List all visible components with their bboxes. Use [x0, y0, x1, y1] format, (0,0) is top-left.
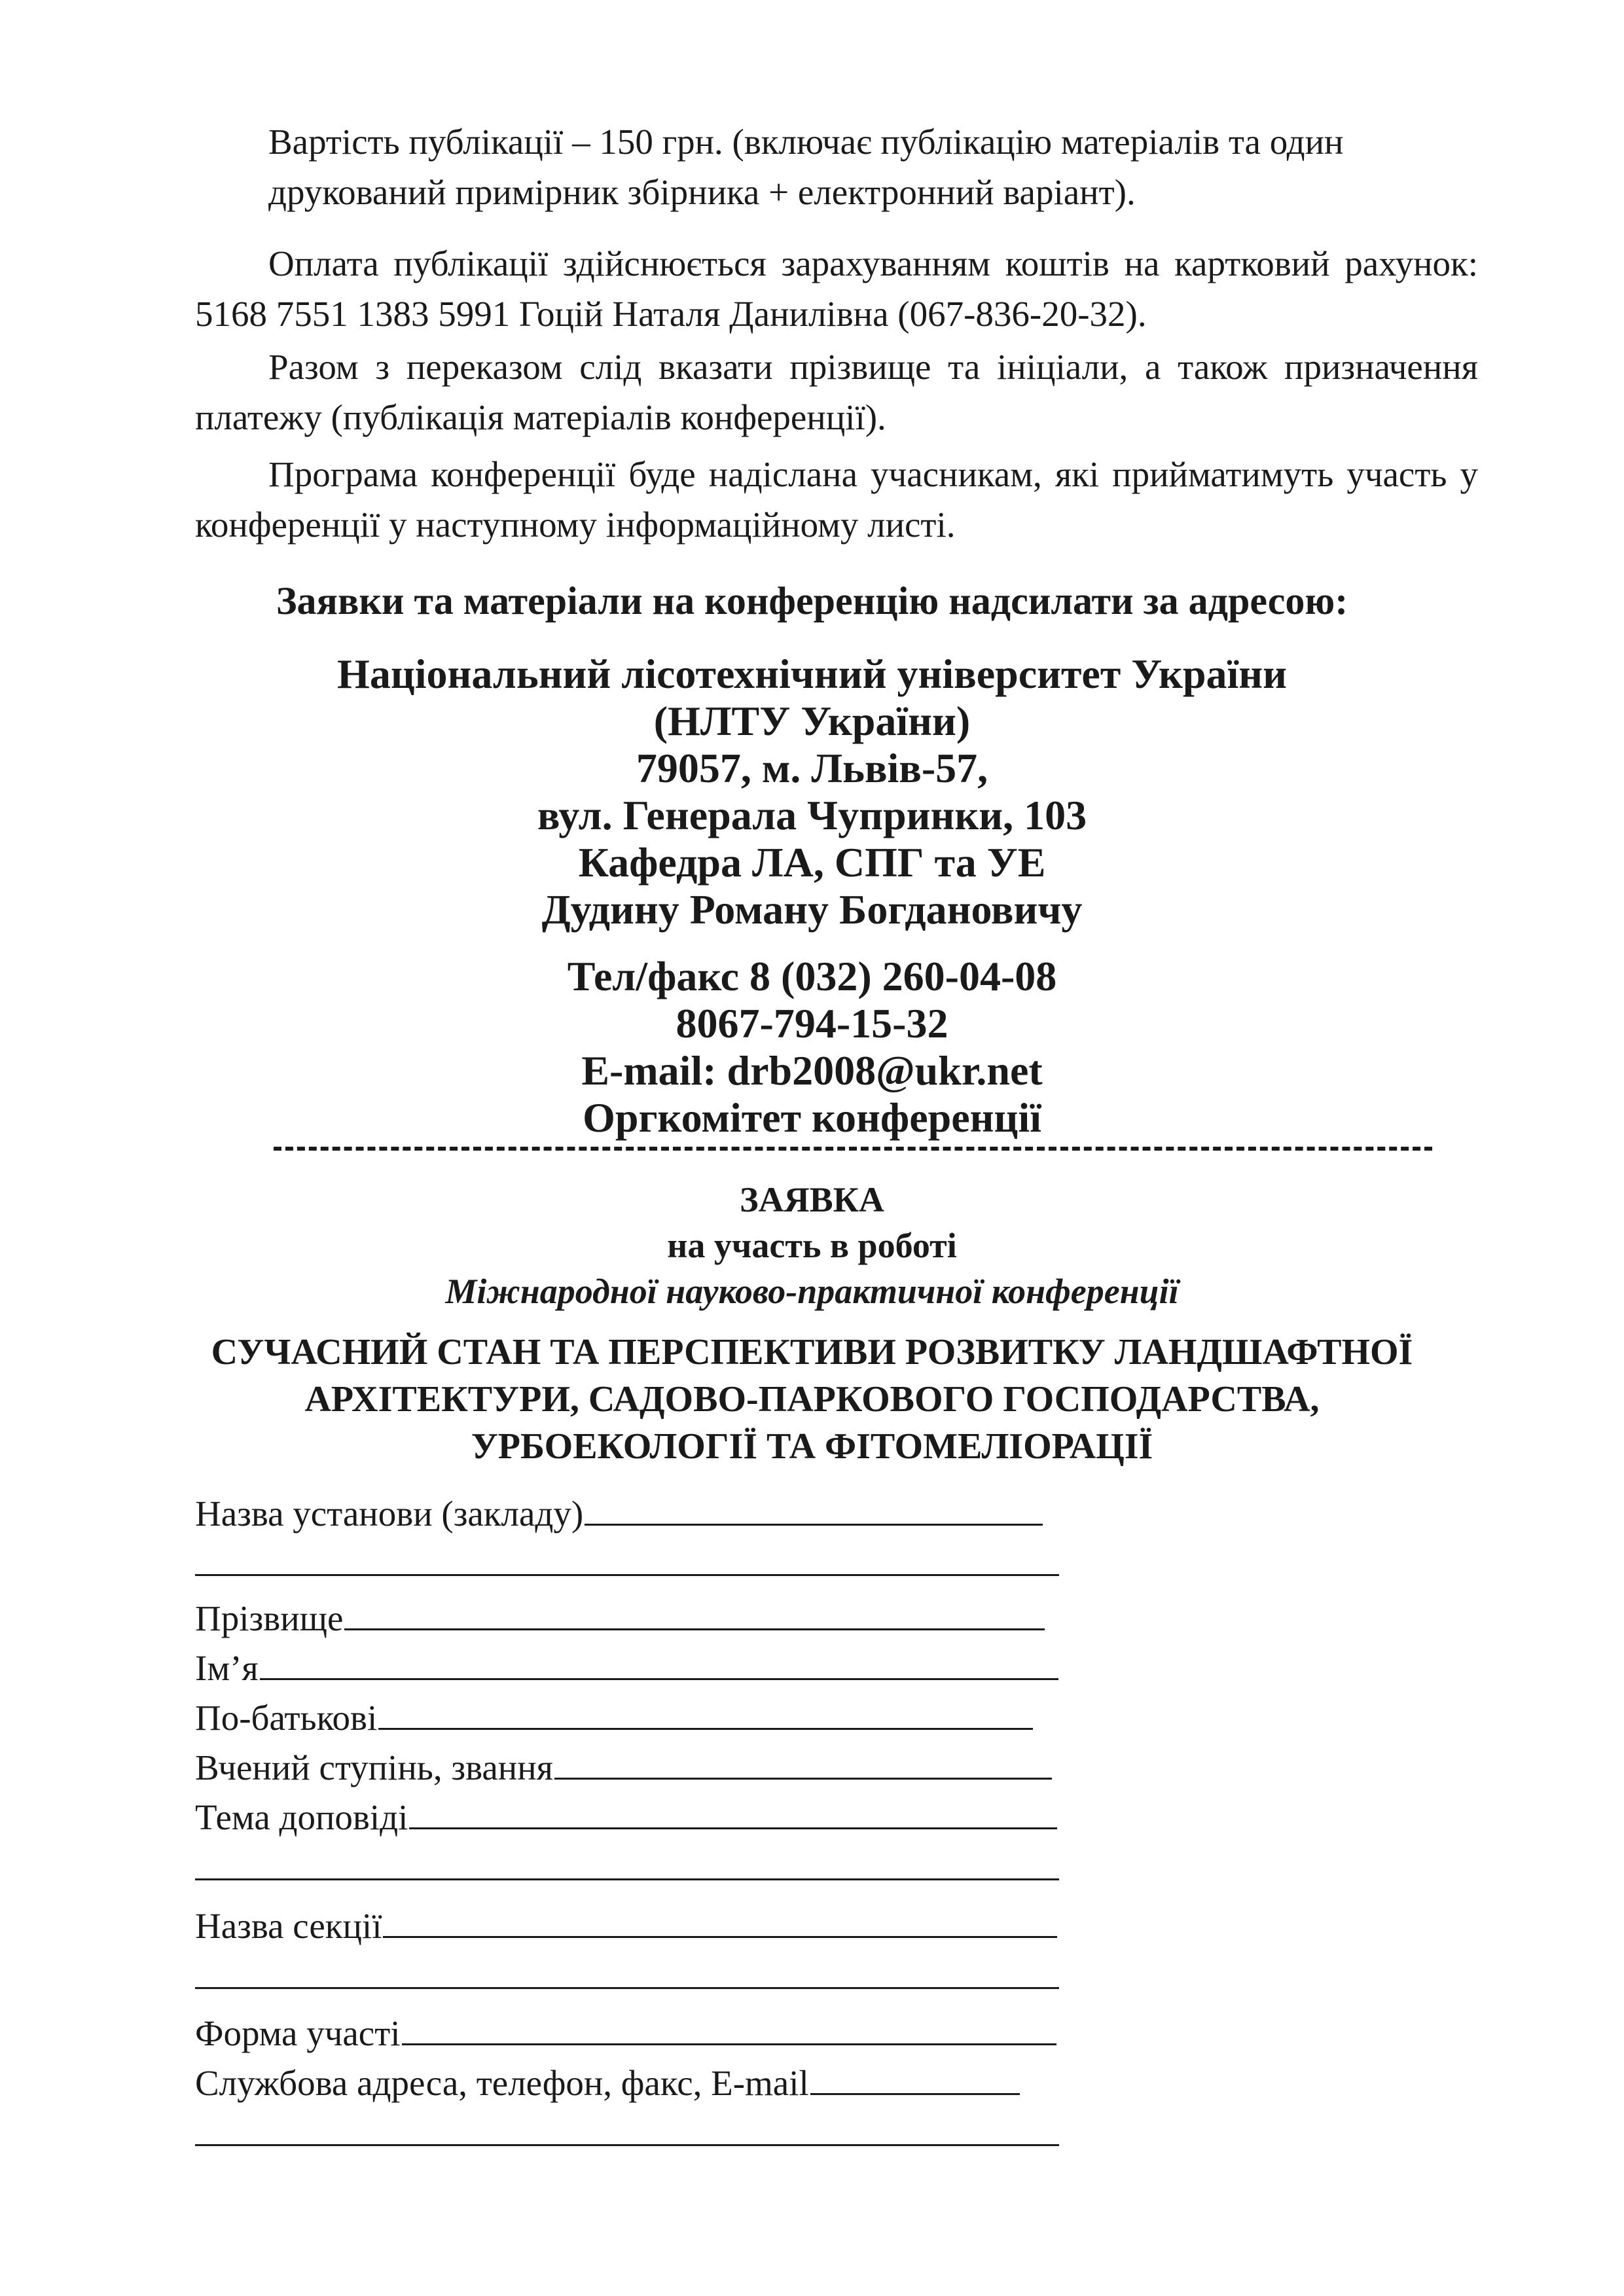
patronymic-field[interactable]	[195, 1694, 1033, 1740]
dashed-separator	[274, 1147, 1432, 1170]
recipient-name: Дудину Роману Богдановичу	[541, 886, 1083, 933]
contacts-continuation-line[interactable]	[195, 2144, 1059, 2146]
program-note-paragraph: Програма конференції буде надіслана учасникам, які прийматимуть участь у конференції у наступному інформаційному листі.	[195, 454, 1478, 545]
patronymic-input-line[interactable]	[378, 1694, 1033, 1730]
conference-name-line: СУЧАСНИЙ СТАН ТА ПЕРСПЕКТИВИ РОЗВИТКУ ЛАНДШАФТНОЇ	[211, 1332, 1413, 1372]
contacts-field[interactable]	[195, 2059, 1020, 2105]
form-subtitle: на участь в роботі	[667, 1226, 957, 1265]
institution-input-line[interactable]	[585, 1490, 1043, 1526]
contacts-block	[0, 953, 1624, 1141]
contacts-label: Службова адреса, телефон, факс, E-mail	[195, 2063, 809, 2103]
mobile-phone: 8067-794-15-32	[676, 1000, 948, 1047]
form-title: ЗАЯВКА	[740, 1180, 884, 1219]
conference-name	[0, 1329, 1624, 1470]
section-field[interactable]	[195, 1902, 1057, 1948]
payment-paragraph: Оплата публікації здійснюється зарахуванням коштів на картковий рахунок: 5168 7551 1383 5991 Гоцій Наталя Данилівна (067-836-20-32).	[195, 243, 1478, 334]
topic-continuation-line[interactable]	[195, 1878, 1059, 1880]
degree-input-line[interactable]	[554, 1744, 1052, 1780]
topic-label: Тема доповіді	[195, 1797, 408, 1837]
conference-type: Міжнародної науково-практичної конференції	[445, 1272, 1179, 1311]
participation-label: Форма участі	[195, 2013, 401, 2053]
topic-input-line[interactable]	[409, 1793, 1057, 1829]
institution-continuation-line[interactable]	[195, 1574, 1059, 1576]
university-abbr: (НЛТУ України)	[653, 698, 971, 744]
section-continuation-line[interactable]	[195, 1987, 1059, 1989]
surname-input-line[interactable]	[344, 1594, 1045, 1630]
degree-label: Вчений ступінь, звання	[195, 1748, 553, 1787]
transfer-note-paragraph: Разом з переказом слід вказати прізвище та ініціали, а також призначення платежу (публікація матеріалів конференції).	[195, 347, 1478, 437]
patronymic-label: По-батькові	[195, 1698, 378, 1738]
institution-label: Назва установи (закладу)	[195, 1494, 584, 1534]
phone-fax: Тел/факс 8 (032) 260-04-08	[567, 953, 1057, 999]
email: E-mail: drb2008@ukr.net	[581, 1047, 1043, 1094]
postal-code-city: 79057, м. Львів-57,	[636, 745, 988, 791]
form-heading	[0, 1177, 1624, 1314]
name-label: Ім’я	[195, 1648, 259, 1688]
cost-paragraph: Вартість публікації – 150 грн. (включає публікацію матеріалів та один друкований примірник збірника + електронний варіант).	[268, 122, 1344, 212]
conference-name-line: УРБОЕКОЛОГІЇ ТА ФІТОМЕЛІОРАЦІЇ	[471, 1426, 1153, 1467]
participation-field[interactable]	[195, 2009, 1056, 2055]
contacts-input-line[interactable]	[810, 2059, 1020, 2095]
surname-field[interactable]	[195, 1594, 1045, 1640]
department: Кафедра ЛА, СПГ та УЕ	[578, 839, 1046, 886]
conference-name-line: АРХІТЕКТУРИ, САДОВО-ПАРКОВОГО ГОСПОДАРСТВА,	[304, 1379, 1320, 1420]
name-input-line[interactable]	[260, 1644, 1058, 1680]
institution-field[interactable]	[195, 1490, 1043, 1535]
name-field[interactable]	[195, 1644, 1058, 1690]
participation-input-line[interactable]	[402, 2009, 1056, 2045]
university-name: Національний лісотехнічний університет України	[337, 651, 1287, 697]
degree-field[interactable]	[195, 1744, 1052, 1789]
address-block	[0, 651, 1624, 933]
org-committee: Оргкомітет конференції	[583, 1094, 1041, 1141]
section-input-line[interactable]	[383, 1902, 1057, 1938]
street-address: вул. Генерала Чупринки, 103	[537, 792, 1087, 838]
surname-label: Прізвище	[195, 1598, 344, 1638]
address-heading: Заявки та матеріали на конференцію надсилати за адресою:	[276, 579, 1348, 622]
section-label: Назва секції	[195, 1906, 382, 1946]
topic-field[interactable]	[195, 1793, 1057, 1839]
